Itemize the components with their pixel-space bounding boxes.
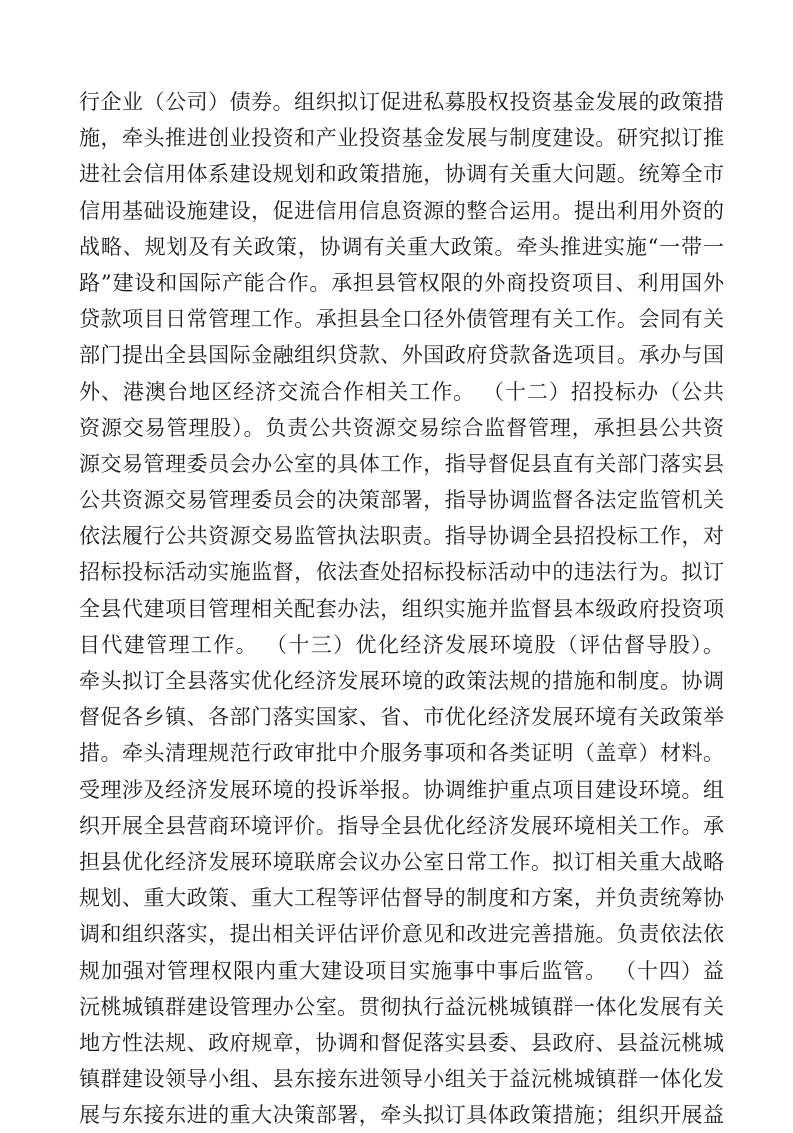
text-line: 依法履行公共资源交易监管执法职责。指导协调全县招投标工作，对 [79,524,724,549]
body-text [79,84,724,1133]
text-line: 进社会信用体系建设规划和政策措施，协调有关重大问题。统筹全市 [79,162,724,187]
text-line: 受理涉及经济发展环境的投诉举报。协调维护重点项目建设环境。组 [79,777,724,802]
text-line: 源交易管理委员会办公室的具体工作，指导督促县直有关部门落实县 [79,451,724,476]
text-line: 规划、重大政策、重大工程等评估督导的制度和方案，并负责统筹协 [79,886,724,911]
text-line: 公共资源交易管理委员会的决策部署，指导协调监督各法定监管机关 [79,488,724,513]
text-line: 部门提出全县国际金融组织贷款、外国政府贷款备选项目。承办与国 [79,343,724,368]
text-line: 路”建设和国际产能合作。承担县管权限的外商投资项目、利用国外 [79,270,724,295]
text-line: 行企业（公司）债券。组织拟订促进私募股权投资基金发展的政策措 [79,90,724,114]
text-line: 招标投标活动实施监督，依法查处招标投标活动中的违法行为。拟订 [79,560,724,585]
text-line: 牵头拟订全县落实优化经济发展环境的政策法规的措施和制度。协调 [79,669,724,693]
text-line: 镇群建设领导小组、县东接东进领导小组关于益沅桃城镇群一体化发 [79,1067,724,1092]
text-line: 督促各乡镇、各部门落实国家、省、市优化经济发展环境有关政策举 [79,705,724,730]
text-line: 施，牵头推进创业投资和产业投资基金发展与制度建设。研究拟订推 [79,126,724,151]
text-line: 地方性法规、政府规章，协调和督促落实县委、县政府、县益沅桃城 [79,1030,724,1055]
text-line: 沅桃城镇群建设管理办公室。贯彻执行益沅桃城镇群一体化发展有关 [79,994,724,1019]
text-line: 外、港澳台地区经济交流合作相关工作。 （十二）招投标办（公共 [79,379,724,404]
text-line: 贷款项目日常管理工作。承担县全口径外债管理有关工作。会同有关 [79,307,724,332]
text-line: 规加强对管理权限内重大建设项目实施事中事后监管。 （十四）益 [79,958,724,983]
text-line: 全县代建项目管理相关配套办法，组织实施并监督县本级政府投资项 [79,596,724,621]
text-line: 担县优化经济发展环境联席会议办公室日常工作。拟订相关重大战略 [79,849,724,874]
text-line: 调和组织落实，提出相关评估评价意见和改进完善措施。负责依法依 [79,922,724,947]
text-line: 织开展全县营商环境评价。指导全县优化经济发展环境相关工作。承 [79,813,724,838]
text-line: 资源交易管理股）。负责公共资源交易综合监督管理，承担县公共资 [79,415,724,440]
text-line: 战略、规划及有关政策，协调有关重大政策。牵头推进实施“一带一 [79,234,724,259]
text-line: 措。牵头清理规范行政审批中介服务事项和各类证明（盖章）材料。 [79,741,724,766]
text-line: 目代建管理工作。 （十三）优化经济发展环境股（评估督导股）。 [79,632,724,657]
text-line: 展与东接东进的重大决策部署，牵头拟订具体政策措施；组织开展益 [79,1103,724,1128]
text-line: 信用基础设施建设，促进信用信息资源的整合运用。提出利用外资的 [79,198,724,223]
